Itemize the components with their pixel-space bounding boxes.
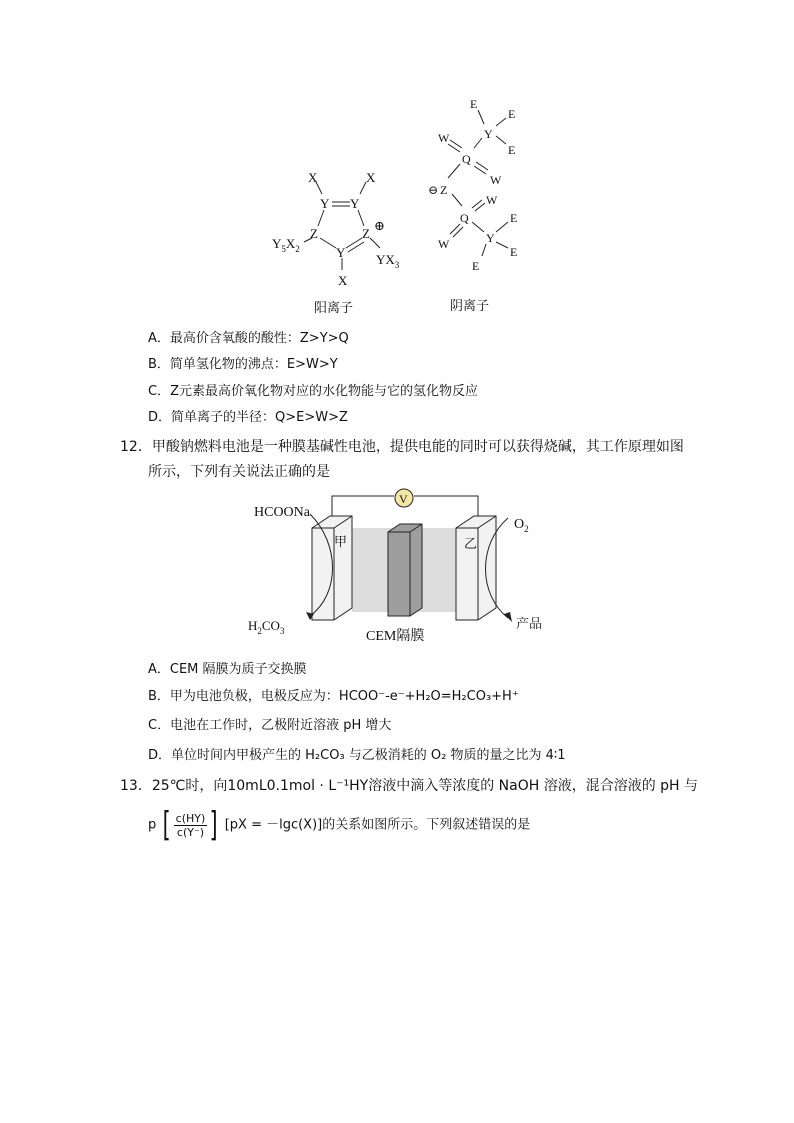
atom-e: E <box>472 259 480 273</box>
cem-membrane <box>388 524 422 616</box>
atom-e: E <box>470 97 478 111</box>
atom-x: X <box>338 273 348 288</box>
q12-option-a[interactable]: A．CEM 隔膜为质子交换膜 <box>148 662 307 677</box>
q12-option-b[interactable] <box>148 685 519 704</box>
q13-stem-line2 <box>148 805 531 845</box>
atom-e: E <box>508 107 516 121</box>
electrode-yi <box>456 516 496 620</box>
atom-w: W <box>438 237 450 251</box>
anion-caption: 阴离子 <box>450 299 490 314</box>
q12-stem-line2: 所示，下列有关说法正确的是 <box>148 464 330 480</box>
atom-w: W <box>438 131 450 145</box>
circuit-wire <box>414 496 478 518</box>
voltmeter-label: V <box>399 492 408 506</box>
bracket-right: ] <box>209 805 218 845</box>
question-number: 13． <box>120 778 152 794</box>
cation-caption: 阳离子 <box>314 301 354 316</box>
atom-e: E <box>510 245 518 259</box>
q11-structures <box>250 90 550 320</box>
negative-charge-icon: ⊖ <box>428 183 439 197</box>
label-yi: 乙 <box>464 537 478 552</box>
group-yx3: $YX_3$ <box>376 252 400 270</box>
positive-charge-icon: ⊕ <box>374 218 385 233</box>
atom-q: Q <box>460 211 469 225</box>
question-number: 12． <box>120 439 152 455</box>
label-h2co3: $H_2CO_3$ <box>248 618 285 636</box>
label-hcoona: HCOONa <box>254 505 310 520</box>
q12-stem <box>120 436 684 456</box>
q13-stem <box>120 775 698 795</box>
label-product: 产品 <box>516 617 543 632</box>
atom-q: Q <box>462 152 471 166</box>
label-jia: 甲 <box>334 535 348 550</box>
concentration-ratio: $\frac{c(HY)}{c(Y^-)}$ <box>175 811 206 839</box>
bracket-left: [ <box>163 805 172 845</box>
atom-w: W <box>486 193 498 207</box>
atom-z: Z <box>310 226 318 241</box>
q11-option-a[interactable]: A．最高价含氧酸的酸性：Z>Y>Q <box>148 331 349 346</box>
atom-y: Y <box>336 245 346 260</box>
label-cem-membrane: CEM隔膜 <box>366 629 425 644</box>
atom-e: E <box>510 211 518 225</box>
atom-y: Y <box>484 127 493 141</box>
label-o2: $O_2$ <box>514 517 529 534</box>
atom-z: Z <box>362 226 370 241</box>
atom-y: Y <box>350 196 360 211</box>
px-definition: [pX = －lgc(X)] <box>224 817 323 833</box>
p-prefix: p <box>148 817 157 833</box>
atom-x: X <box>308 170 318 185</box>
fuel-cell-diagram <box>240 484 560 654</box>
q12-stem-line1: 甲酸钠燃料电池是一种膜基碱性电池，提供电能的同时可以获得烧碱，其工作原理如图 <box>151 439 684 455</box>
q13-stem-line1: 25℃时，向10mL0.1mol · L⁻¹HY溶液中滴入等浓度的 NaOH 溶液，混合溶液的 pH 与 <box>151 778 699 794</box>
group-y5x2: $Y_5X_2$ <box>272 236 300 254</box>
q11-option-d[interactable]: D．简单离子的半径：Q>E>W>Z <box>148 410 348 425</box>
q11-option-b[interactable]: B．简单氢化物的沸点：E>W>Y <box>148 357 338 372</box>
atom-x: X <box>366 170 376 185</box>
q12-option-d[interactable]: D．单位时间内甲极产生的 H₂CO₃ 与乙极消耗的 O₂ 物质的量之比为 4∶1 <box>148 748 566 763</box>
atom-y: Y <box>320 196 330 211</box>
atom-e: E <box>508 143 516 157</box>
q12-option-b-text: B．甲为电池负极，电极反应为： <box>148 689 339 704</box>
atom-z: Z <box>440 183 448 197</box>
q13-stem-tail: 的关系如图所示。下列叙述错误的是 <box>322 817 531 833</box>
atom-w: W <box>490 173 502 187</box>
atom-y: Y <box>486 231 495 245</box>
q12-option-c[interactable]: C．电池在工作时，乙极附近溶液 pH 增大 <box>148 718 392 733</box>
q12-option-b-equation: HCOO⁻-e⁻+H₂O=H₂CO₃+H⁺ <box>338 689 519 704</box>
q11-option-c[interactable]: C．Z元素最高价氧化物对应的水化物能与它的氢化物反应 <box>148 384 478 399</box>
